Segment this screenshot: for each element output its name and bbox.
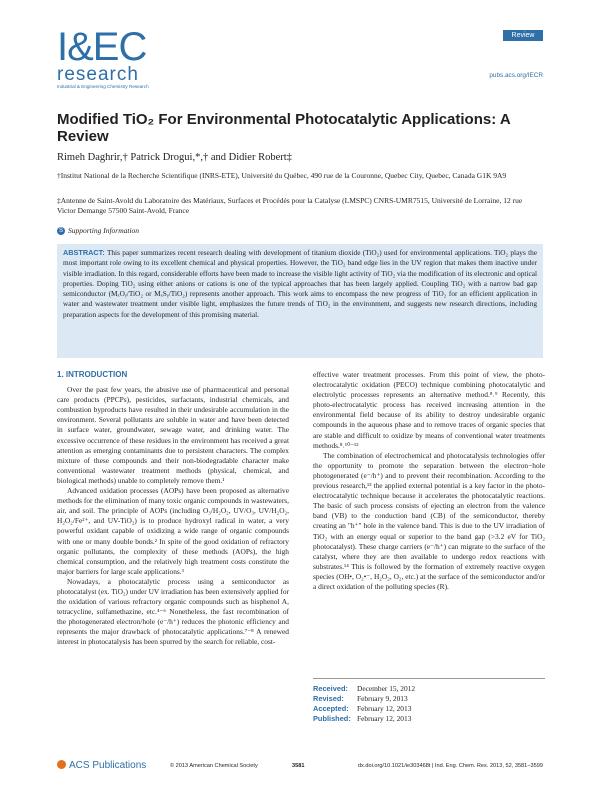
paragraph: Over the past few years, the abusive use of pharmaceutical and personal care products (PPCPs), pesticides, surfactants, industrial chemicals, and combustion byproducts have resulted in their undesirable accumulation in the environment. Several pollutants are soluble in water and have been detected in surface water, groundwater, sewage water, and drinking water. The excessive occurrence of these residues in the environment has received a great attention as emerging contaminants due to persistent characters. The complex mixture of these compounds and their non-biodegradable character make conventional wastewater treatment methods (physical, chemical, and biological methods) unable to completely remove them.¹ bbox=[57, 385, 289, 485]
logo-big: I&EC bbox=[57, 25, 147, 69]
abstract-label: ABSTRACT: bbox=[63, 248, 105, 257]
author-list: Rimeh Daghrir,† Patrick Drogui,*,† and Didier Robert‡ bbox=[57, 152, 292, 163]
abstract-text: This paper summarizes recent research dealing with development of titanium dioxide (TiO₂) used for environmental applications. TiO₂ plays the most important role owing to its excellent chemical and physical properties. However, the TiO₂ band edge lies in the UV region that makes them inactive under visible irradiation. In this regard, considerable efforts have been made to increase the visible light activity of TiO₂ via the modification of its electronic and optical properties. Doping TiO₂ using either anions or cations is one of the typical approaches that has been largely applied. Coupling TiO₂ with a narrow bad gap semiconductor (MₓOᵧ/TiO₂ or MₓSᵧ/TiO₂) represents another approach. This work aims to encompass the new progress of TiO₂ for an efficient application in water and wastewater treatment under visible light, emphasizes the future trends of TiO₂ in the environment, and suggests new research directions, including preparation aspects for the development of this promising material. bbox=[63, 248, 538, 319]
section-heading: 1. INTRODUCTION bbox=[57, 370, 128, 379]
article-type-badge: Review bbox=[503, 30, 543, 41]
date-row: Revised: February 9, 2013 bbox=[313, 694, 408, 703]
article-title: Modified TiO₂ For Environmental Photocatalytic Applications: A Review bbox=[57, 111, 511, 145]
dates-divider bbox=[313, 678, 545, 679]
supporting-info-label: Supporting Information bbox=[68, 226, 140, 235]
page-number: 3581 bbox=[292, 763, 305, 769]
journal-logo bbox=[57, 25, 149, 90]
paragraph: effective water treatment processes. From this point of view, the photo-electrocatalytic oxidation (PECO) technique combining photocatalytic and electrolytic processes represents an alternative method.⁸˒⁹ Recently, this photo-electrocatalytic process has received increasing attention in the environmental field because of its ability to destroy undesirable organic compounds in the aqueous phase and to remove traces of organic species that are stable and difficult to oxidize by means of conventional water treatments methods.⁸˒¹⁰⁻¹² bbox=[313, 370, 545, 450]
info-icon: S bbox=[58, 228, 63, 235]
date-row: Accepted: February 12, 2013 bbox=[313, 704, 412, 713]
paragraph: The combination of electrochemical and photocatalysis technologies offer the opportunity to promote the separation between the electron−hole photogenerated (e⁻/h⁺) and to prevent their recombination. According to the previous research,¹³ the applied external potential is a key factor in the photo-electrocatalytic technique because it accelerates the photocatalytic reactions. The basic of such process consists of ejecting an electron from the valence band (VB) to the conduction band (CB) of the semiconductor, thereby creating an "h⁺" hole in the valence band. This is due to the UV irradiation of TiO₂ with an energy equal or superior to the band gap (>3.2 eV for TiO₂ photocatalyst). These charge carriers (e⁻/h⁺) can migrate to the surface of the catalyst, where they are then available to undergo redox reactions with substrates.¹⁴ This is followed by the formation of extremely reactive oxygen species (OH•, O₂•⁻, H₂O₂, O₂, etc.) at the surface of the semiconductor and/or a direct oxidation of the polluting species (R). bbox=[313, 450, 545, 591]
publication-dates bbox=[313, 684, 415, 724]
left-column bbox=[57, 370, 289, 648]
abstract-box bbox=[57, 244, 543, 358]
paragraph: Nowadays, a photocatalytic process using a semiconductor as photocatalyst (ex. TiO₂) under UV irradiation has been extensively applied for the oxidation of various refractory organic compounds such as bisphenol A, tetracycline, sulfamethazine, etc.⁴⁻⁶ Nonetheless, the fast recombination of the photogenerated electron/hole (e⁻/h⁺) reduces the photonic efficiency and represents the major drawback of photocatalytic applications.⁷⁻⁸ A renewed interest in photocatalysis has been spurred by the search for reliable, cost- bbox=[57, 576, 289, 647]
supporting-info-link[interactable] bbox=[57, 226, 139, 235]
affiliation-1: †Institut National de la Recherche Scientifique (INRS-ETE), Université du Québec, 490 rue de la Couronne, Quebec City, Quebec, Canada G1K 9A9 bbox=[57, 171, 507, 180]
page-footer bbox=[0, 758, 600, 776]
paragraph: Advanced oxidation processes (AOPs) have been proposed as alternative methods for the elimination of many toxic organic compounds in wastewaters, air, and soil. The principle of AOPs (including O₃/H₂O₂, UV/O₃, UV/H₂O₂, H₂O₂/Fe²⁺, and UV-TiO₂) is to produce hydroxyl radical in water, a very powerful oxidant capable of oxidizing a wide range of organic compounds with one or many double bonds.² In spite of the good oxidation of refractory organic pollutants, the complexity of these methods (AOPs), the high chemical consumption, and the relatively high treatment costs constitute the major barriers for large scale applications.³ bbox=[57, 486, 290, 576]
logo-tiny: Industrial & Engineering Chemistry Research bbox=[57, 84, 149, 89]
date-row: Received: December 15, 2012 bbox=[313, 684, 416, 693]
affiliation-2: ‡Antenne de Saint-Avold du Laboratoire des Matériaux, Surfaces et Procédés pour la Catalyse (LMSPC) CNRS-UMR7515, Université de Lorraine, 12 rue Victor Demange 57500 Saint-Avold, France bbox=[57, 196, 523, 215]
date-row: Published: February 12, 2013 bbox=[313, 714, 412, 723]
copyright: © 2013 American Chemical Society bbox=[170, 763, 258, 769]
right-column bbox=[313, 370, 545, 592]
doi-citation[interactable]: dx.doi.org/10.1021/ie303468t | Ind. Eng. Chem. Res. 2013, 52, 3581−3599 bbox=[357, 763, 543, 769]
journal-url[interactable]: pubs.acs.org/IECR bbox=[489, 72, 543, 79]
logo-small: research bbox=[57, 64, 139, 85]
publisher-logo: ACS Publications bbox=[57, 760, 146, 771]
acs-logo-icon bbox=[57, 760, 66, 769]
